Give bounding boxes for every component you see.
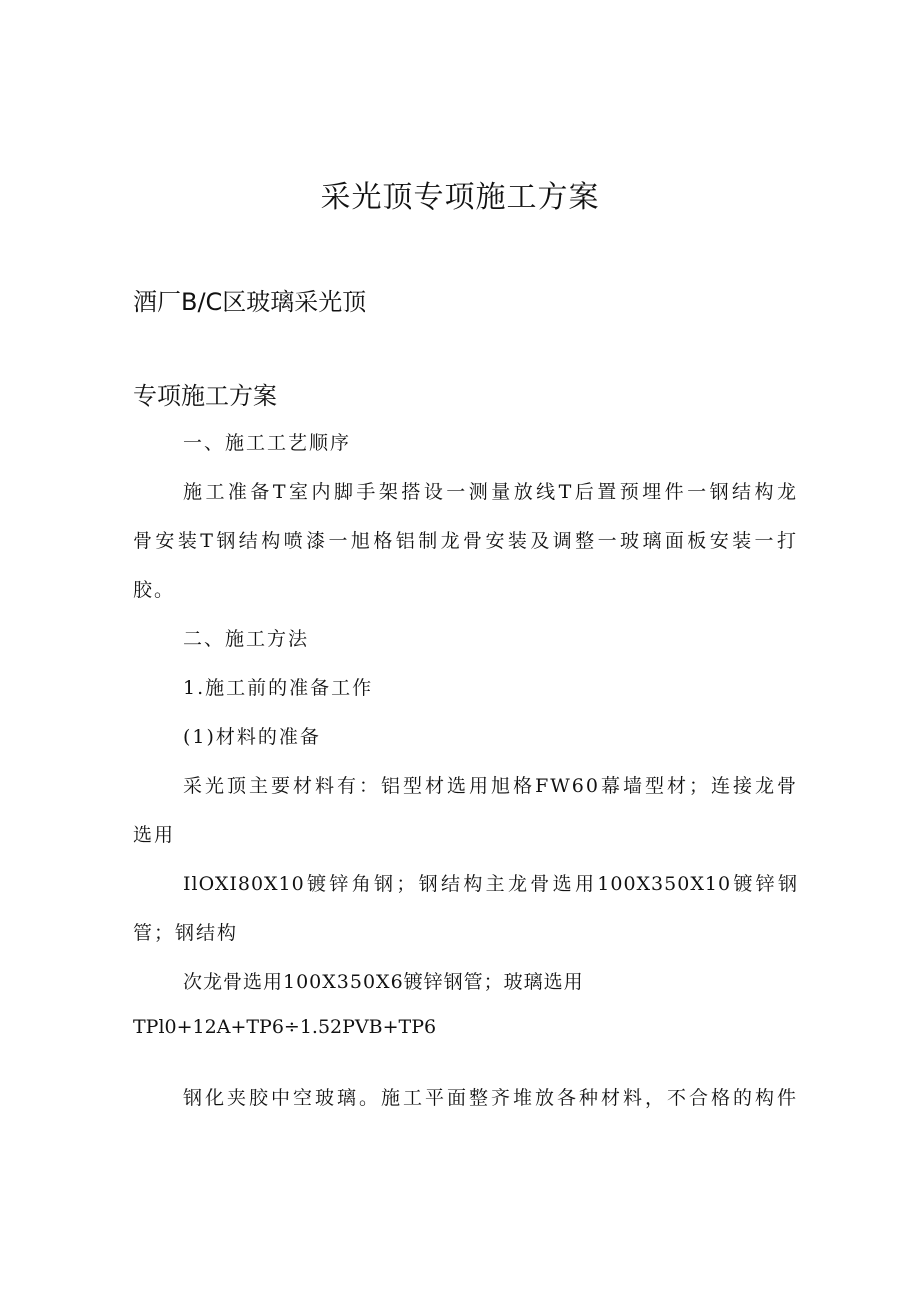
paragraph-line: 钢化夹胶中空玻璃。施工平面整齐堆放各种材料，不合格的构件 — [183, 1087, 798, 1109]
section-heading-process: 一、施工工艺顺序 — [183, 432, 352, 454]
paragraph-line: TPl0+12A+TP6÷1.52PVB+TP6 — [133, 1016, 437, 1038]
section-heading-method: 二、施工方法 — [183, 628, 310, 650]
plan-heading: 专项施工方案 — [133, 382, 277, 410]
paragraph-line: 次龙骨选用100X350X6镀锌钢管；玻璃选用 — [183, 971, 584, 993]
paragraph-line: 管；钢结构 — [133, 922, 239, 944]
document-title: 采光顶专项施工方案 — [320, 180, 600, 215]
paragraph-line: 施工准备T室内脚手架搭设一测量放线T后置预埋件一钢结构龙 — [183, 481, 798, 503]
project-heading: 酒厂B/C区玻璃采光顶 — [133, 288, 367, 316]
paragraph-line: IlOXI80X10镀锌角钢；钢结构主龙骨选用100X350X10镀锌钢 — [183, 873, 798, 895]
paragraph-line: 选用 — [133, 824, 176, 846]
paragraph-line: 骨安装T钢结构喷漆一旭格铝制龙骨安装及调整一玻璃面板安装一打 — [133, 530, 798, 552]
paragraph-line: 采光顶主要材料有：铝型材选用旭格FW60幕墙型材；连接龙骨 — [183, 775, 798, 797]
subsection-heading: (1)材料的准备 — [183, 726, 321, 748]
paragraph-line: 胶。 — [133, 579, 176, 601]
subsection-heading: 1.施工前的准备工作 — [183, 677, 374, 699]
